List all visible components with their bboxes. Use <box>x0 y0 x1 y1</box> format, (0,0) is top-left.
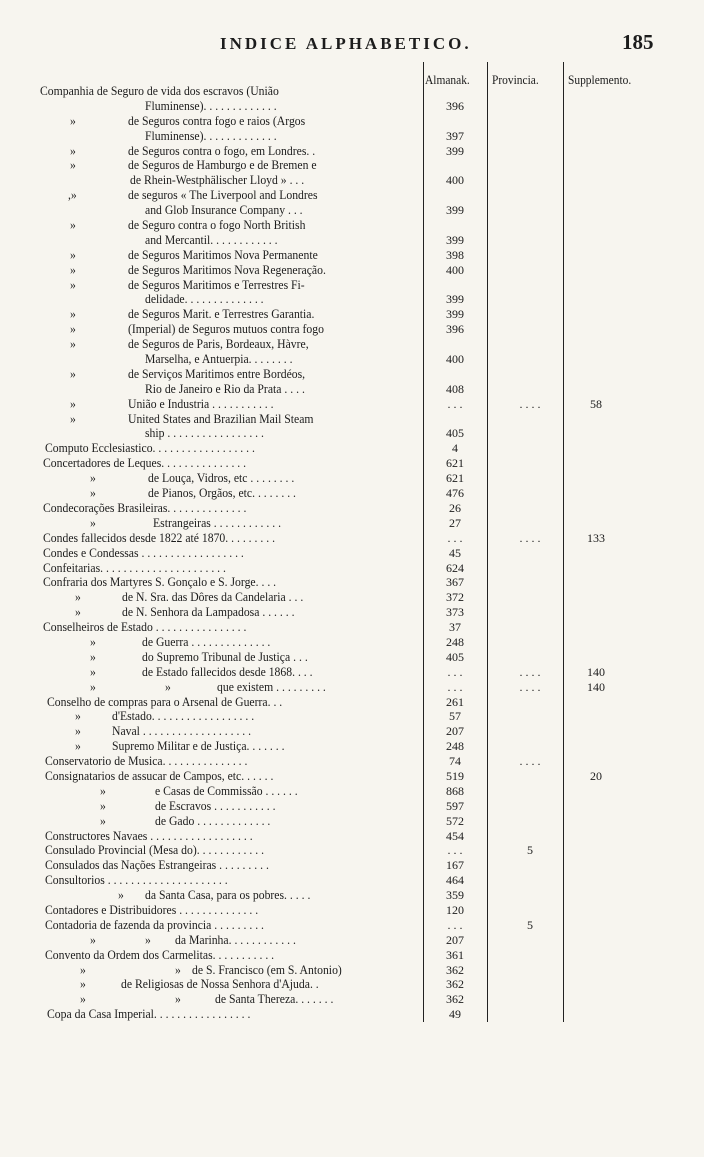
entry-text: » <box>70 322 76 337</box>
entry-text: Consignatarios de assucar de Campos, etc. . . . . . <box>45 768 274 783</box>
entry-text: » <box>90 932 96 947</box>
entry-subtext: de Seguros Maritimos Nova Regeneração. <box>128 262 326 277</box>
provincia-ref: . . . . <box>519 530 541 545</box>
almanak-ref: 400 <box>446 262 464 277</box>
index-row <box>0 471 704 486</box>
almanak-ref: 400 <box>446 352 464 367</box>
almanak-ref: . . . <box>447 917 463 932</box>
index-row <box>0 531 704 546</box>
almanak-ref: 621 <box>446 471 464 486</box>
index-row <box>0 575 704 590</box>
entry-text: » <box>100 783 106 798</box>
almanak-ref: 362 <box>446 962 464 977</box>
index-row <box>0 203 704 218</box>
index-row <box>0 99 704 114</box>
almanak-ref: 57 <box>449 709 461 724</box>
almanak-ref: 454 <box>446 828 464 843</box>
entry-text: de Rhein-Westphälischer Lloyd » . . . <box>130 173 305 188</box>
almanak-ref: 167 <box>446 858 464 873</box>
entry-subtext: de Seguros Maritimos e Terrestres Fi- <box>128 277 305 292</box>
entry-subtext: de Louça, Vidros, etc . . . . . . . . <box>148 471 295 486</box>
entry-subtext: » <box>145 932 151 947</box>
index-row <box>0 933 704 948</box>
almanak-ref: 621 <box>446 456 464 471</box>
almanak-ref: 868 <box>446 783 464 798</box>
almanak-ref: 248 <box>446 739 464 754</box>
entry-subtext: de Escravos . . . . . . . . . . . <box>155 798 276 813</box>
index-row <box>0 858 704 873</box>
index-row <box>0 918 704 933</box>
almanak-ref: 397 <box>446 128 464 143</box>
entry-text: Conselheiros de Estado . . . . . . . . . . . . . . . . <box>43 620 247 635</box>
entry-text: » <box>90 679 96 694</box>
supplemento-ref: 133 <box>587 530 605 545</box>
entry-text: Marselha, e Antuerpia. . . . . . . . <box>145 352 293 367</box>
provincia-ref: . . . . <box>519 754 541 769</box>
entry-subtext: que existem . . . . . . . . . <box>217 679 326 694</box>
provincia-ref: . . . . <box>519 396 541 411</box>
entry-subtext: de Estado fallecidos desde 1868. . . . <box>142 664 313 679</box>
entry-text: » <box>70 277 76 292</box>
index-row <box>0 367 704 382</box>
index-row <box>0 501 704 516</box>
entry-subtext: (Imperial) de Seguros mutuos contra fogo <box>128 322 324 337</box>
almanak-ref: . . . <box>447 396 463 411</box>
entry-text: and Mercantil. . . . . . . . . . . . <box>145 232 278 247</box>
entry-text: Consulado Provincial (Mesa do). . . . . . . . . . . . <box>45 843 265 858</box>
index-row <box>0 903 704 918</box>
entry-subtext: de Seguros contra o fogo, em Londres. . <box>128 143 316 158</box>
index-row <box>0 829 704 844</box>
entry-text: » <box>75 709 81 724</box>
entry-text: » <box>70 411 76 426</box>
entry-text: delidade. . . . . . . . . . . . . . <box>145 292 264 307</box>
entry-text: Fluminense). . . . . . . . . . . . . <box>145 98 277 113</box>
almanak-ref: 373 <box>446 605 464 620</box>
index-row <box>0 963 704 978</box>
entry-subtext: da Marinha. . . . . . . . . . . . <box>175 932 296 947</box>
index-row <box>0 784 704 799</box>
index-row <box>0 233 704 248</box>
almanak-ref: 37 <box>449 620 461 635</box>
provincia-ref: . . . . <box>519 664 541 679</box>
entry-subtext: de Seguro contra o fogo North British <box>128 218 306 233</box>
entry-subtext: de Seguros contra fogo e raios (Argos <box>128 113 306 128</box>
index-row <box>0 322 704 337</box>
entry-text: » <box>80 962 86 977</box>
entry-subtext: de Seguros de Hamburgo e de Bremen e <box>128 158 317 173</box>
entry-text: Confeitarias. . . . . . . . . . . . . . . . . . . . . . <box>43 560 226 575</box>
almanak-ref: 367 <box>446 575 464 590</box>
entry-subtext: de seguros « The Liverpool and Londres <box>128 188 318 203</box>
entry-text: Companhia de Seguro de vida dos escravos (União <box>40 84 279 98</box>
index-row <box>0 516 704 531</box>
entry-subtext: Naval . . . . . . . . . . . . . . . . . . . <box>112 724 252 739</box>
entry-text: Consultorios . . . . . . . . . . . . . . . . . . . . . <box>45 873 228 888</box>
entry-text: Convento da Ordem dos Carmelitas. . . . . . . . . . . <box>45 947 275 962</box>
index-row <box>0 456 704 471</box>
entry-subtext: Estrangeiras . . . . . . . . . . . . <box>153 515 282 530</box>
supplemento-ref: 20 <box>590 768 602 783</box>
entry-text: ship . . . . . . . . . . . . . . . . . <box>145 426 264 441</box>
index-row <box>0 248 704 263</box>
entry-text: » <box>70 247 76 262</box>
entry-subtext: d'Estado. . . . . . . . . . . . . . . . . . <box>112 709 255 724</box>
provincia-ref: 5 <box>527 843 533 858</box>
almanak-ref: 398 <box>446 247 464 262</box>
index-row <box>0 620 704 635</box>
almanak-ref: 362 <box>446 977 464 992</box>
entry-text: Computo Ecclesiastico. . . . . . . . . . . . . . . . . . <box>45 441 255 456</box>
index-row <box>0 412 704 427</box>
index-row <box>0 1007 704 1022</box>
entry-text: » <box>118 888 124 903</box>
entry-text: » <box>70 143 76 158</box>
index-row <box>0 605 704 620</box>
entry-subtext: e Casas de Commissão . . . . . . <box>155 783 298 798</box>
almanak-ref: 572 <box>446 813 464 828</box>
entry-text: » <box>90 471 96 486</box>
index-row <box>0 441 704 456</box>
index-row <box>0 307 704 322</box>
entry-subtext: de S. Francisco (em S. Antonio) <box>192 962 342 977</box>
entry-text: Conservatorio de Musica. . . . . . . . . . . . . . . <box>45 754 248 769</box>
almanak-ref: . . . <box>447 679 463 694</box>
entry-subtext: de Santa Thereza. . . . . . . <box>215 992 334 1007</box>
column-header-almanak: Almanak. <box>425 72 470 87</box>
provincia-ref: . . . . <box>519 679 541 694</box>
almanak-ref: 405 <box>446 649 464 664</box>
index-row <box>0 352 704 367</box>
almanak-ref: 399 <box>446 203 464 218</box>
index-row <box>0 739 704 754</box>
entry-subtext: União e Industria . . . . . . . . . . . <box>128 396 274 411</box>
almanak-ref: 408 <box>446 381 464 396</box>
index-row <box>0 709 704 724</box>
almanak-ref: 361 <box>446 947 464 962</box>
almanak-ref: 362 <box>446 992 464 1007</box>
index-row <box>0 814 704 829</box>
index-row <box>0 635 704 650</box>
almanak-ref: 27 <box>449 515 461 530</box>
almanak-ref: 396 <box>446 98 464 113</box>
entry-subtext: de Seguros de Paris, Bordeaux, Hàvre, <box>128 337 309 352</box>
entry-text: Condecorações Brasileiras. . . . . . . . . . . . . . <box>43 500 247 515</box>
almanak-ref: 399 <box>446 143 464 158</box>
entry-subtext: de N. Sra. das Dôres da Candelaria . . . <box>122 590 304 605</box>
entry-text: » <box>90 649 96 664</box>
almanak-ref: 207 <box>446 724 464 739</box>
page-title: INDICE ALPHABETICO. <box>220 34 472 53</box>
almanak-ref: 597 <box>446 798 464 813</box>
entry-text: » <box>90 664 96 679</box>
supplemento-ref: 140 <box>587 679 605 694</box>
entry-text: Constructores Navaes . . . . . . . . . . . . . . . . . . <box>45 828 253 843</box>
entry-text: » <box>100 813 106 828</box>
index-row <box>0 799 704 814</box>
entry-text: » <box>75 724 81 739</box>
index-row <box>0 114 704 129</box>
entry-subtext: de Guerra . . . . . . . . . . . . . . <box>142 634 271 649</box>
index-row <box>0 397 704 412</box>
entry-subtext: de Seguros Maritimos Nova Permanente <box>128 247 318 262</box>
entry-text: » <box>90 515 96 530</box>
entry-text: Contadoria de fazenda da provincia . . . . . . . . . <box>45 917 264 932</box>
entry-text: » <box>90 486 96 501</box>
supplemento-ref: 58 <box>590 396 602 411</box>
almanak-ref: 359 <box>446 888 464 903</box>
entry-text: » <box>75 739 81 754</box>
entry-text: Contadores e Distribuidores . . . . . . . . . . . . . . <box>45 902 259 917</box>
index-row <box>0 337 704 352</box>
entry-subtext: » <box>175 992 181 1007</box>
entry-text: Condes fallecidos desde 1822 até 1870. . . . . . . . . <box>43 530 276 545</box>
almanak-ref: 49 <box>449 1007 461 1022</box>
entry-text: and Glob Insurance Company . . . <box>145 203 303 218</box>
entry-subtext: » <box>175 962 181 977</box>
almanak-ref: . . . <box>447 530 463 545</box>
almanak-ref: 372 <box>446 590 464 605</box>
almanak-ref: . . . <box>447 664 463 679</box>
almanak-ref: 464 <box>446 873 464 888</box>
entry-subtext: de N. Senhora da Lampadosa . . . . . . <box>122 605 295 620</box>
almanak-ref: . . . <box>447 843 463 858</box>
index-row <box>0 724 704 739</box>
index-row <box>0 84 704 99</box>
index-row <box>0 977 704 992</box>
index-row <box>0 278 704 293</box>
almanak-ref: 405 <box>446 426 464 441</box>
almanak-ref: 399 <box>446 232 464 247</box>
entry-subtext: United States and Brazilian Mail Steam <box>128 411 314 426</box>
column-header-provincia: Provincia. <box>492 72 539 87</box>
entry-text: » <box>70 262 76 277</box>
index-entries <box>0 84 704 1022</box>
index-row <box>0 546 704 561</box>
entry-subtext: de Serviços Maritimos entre Bordéos, <box>128 366 306 381</box>
entry-text: » <box>90 634 96 649</box>
almanak-ref: 624 <box>446 560 464 575</box>
column-header-supplemento: Supplemento. <box>568 72 632 87</box>
entry-subtext: do Supremo Tribunal de Justiça . . . <box>142 649 308 664</box>
almanak-ref: 26 <box>449 500 461 515</box>
entry-text: » <box>70 366 76 381</box>
index-row <box>0 680 704 695</box>
index-row <box>0 873 704 888</box>
entry-text: Rio de Janeiro e Rio da Prata . . . . <box>145 381 305 396</box>
index-row <box>0 173 704 188</box>
supplemento-ref: 140 <box>587 664 605 679</box>
entry-text: » <box>75 605 81 620</box>
almanak-ref: 519 <box>446 768 464 783</box>
index-row <box>0 263 704 278</box>
index-row <box>0 695 704 710</box>
index-row <box>0 843 704 858</box>
index-row <box>0 948 704 963</box>
entry-subtext: de Religiosas de Nossa Senhora d'Ajuda. . <box>121 977 319 992</box>
index-row <box>0 754 704 769</box>
entry-text: » <box>80 977 86 992</box>
entry-subtext: de Gado . . . . . . . . . . . . . <box>155 813 271 828</box>
index-row <box>0 292 704 307</box>
almanak-ref: 248 <box>446 634 464 649</box>
entry-text: » <box>70 307 76 322</box>
entry-text: » <box>70 158 76 173</box>
entry-text: » <box>70 396 76 411</box>
entry-text: Fluminense). . . . . . . . . . . . . <box>145 128 277 143</box>
index-row <box>0 486 704 501</box>
entry-text: » <box>80 992 86 1007</box>
almanak-ref: 399 <box>446 292 464 307</box>
almanak-ref: 400 <box>446 173 464 188</box>
almanak-ref: 207 <box>446 932 464 947</box>
almanak-ref: 4 <box>452 441 458 456</box>
provincia-ref: 5 <box>527 917 533 932</box>
index-row <box>0 144 704 159</box>
entry-text: Copa da Casa Imperial. . . . . . . . . . . . . . . . . <box>47 1007 251 1022</box>
entry-subtext: de Seguros Marit. e Terrestres Garantia. <box>128 307 315 322</box>
almanak-ref: 45 <box>449 545 461 560</box>
entry-text: » <box>70 113 76 128</box>
index-row <box>0 188 704 203</box>
page-number: 185 <box>622 30 654 54</box>
index-row <box>0 769 704 784</box>
entry-text: » <box>70 218 76 233</box>
almanak-ref: 74 <box>449 754 461 769</box>
index-row <box>0 650 704 665</box>
entry-subtext: da Santa Casa, para os pobres. . . . . <box>145 888 311 903</box>
entry-subtext: Supremo Militar e de Justiça. . . . . . . <box>112 739 285 754</box>
index-row <box>0 992 704 1007</box>
index-row <box>0 426 704 441</box>
almanak-ref: 120 <box>446 902 464 917</box>
entry-subtext: » <box>165 679 171 694</box>
entry-text: Consulados das Nações Estrangeiras . . . . . . . . . <box>45 858 269 873</box>
entry-text: ,» <box>68 188 77 203</box>
entry-text: Condes e Condessas . . . . . . . . . . . . . . . . . . <box>43 545 244 560</box>
entry-text: » <box>75 590 81 605</box>
entry-text: Conselho de compras para o Arsenal de Guerra. . . <box>47 694 283 709</box>
entry-text: » <box>100 798 106 813</box>
almanak-ref: 396 <box>446 322 464 337</box>
almanak-ref: 261 <box>446 694 464 709</box>
almanak-ref: 476 <box>446 486 464 501</box>
index-row <box>0 218 704 233</box>
entry-subtext: de Pianos, Orgãos, etc. . . . . . . . <box>148 486 296 501</box>
entry-text: » <box>70 337 76 352</box>
index-row <box>0 158 704 173</box>
entry-text: Confraria dos Martyres S. Gonçalo e S. Jorge. . . . <box>43 575 277 590</box>
index-row <box>0 590 704 605</box>
index-row <box>0 382 704 397</box>
entry-text: Concertadores de Leques. . . . . . . . . . . . . . . <box>43 456 247 471</box>
index-row <box>0 129 704 144</box>
index-row <box>0 665 704 680</box>
index-row <box>0 888 704 903</box>
almanak-ref: 399 <box>446 307 464 322</box>
index-row <box>0 561 704 576</box>
